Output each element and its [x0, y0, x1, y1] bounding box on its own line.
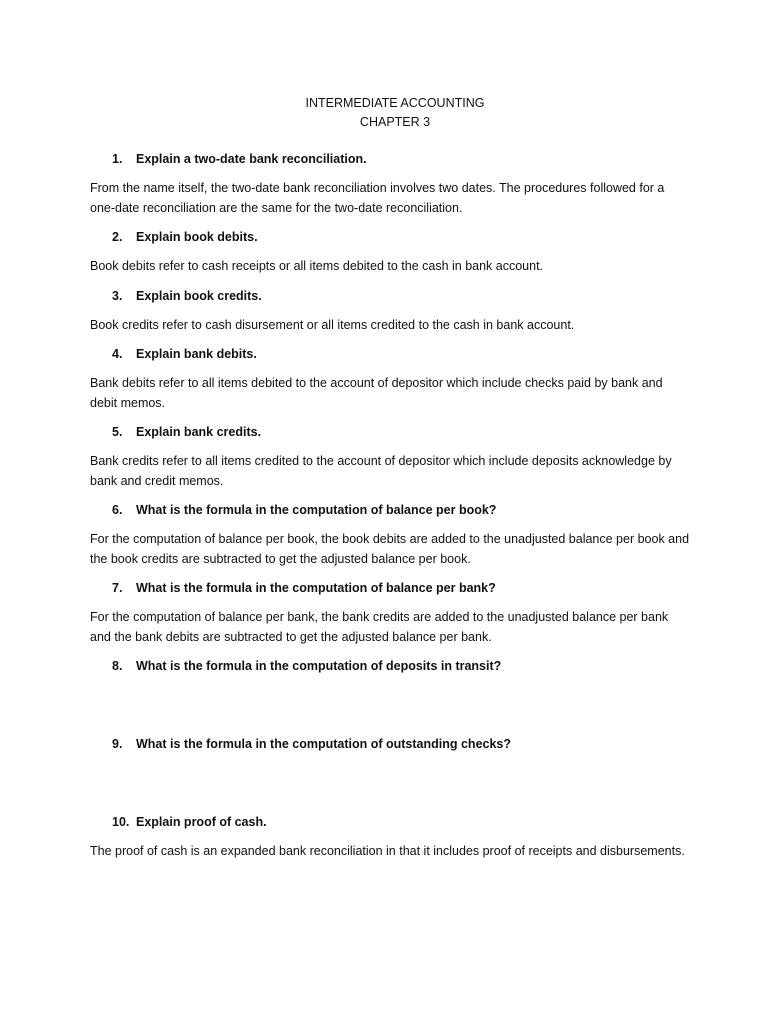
qa-item-6	[90, 501, 690, 569]
qa-item-10	[90, 813, 690, 862]
answer-text: The proof of cash is an expanded bank reconciliation in that it includes proof of receipts and disbursements.	[90, 844, 685, 858]
question-number: 1.	[112, 152, 123, 166]
question-number: 6.	[112, 503, 123, 517]
question-number: 3.	[112, 288, 123, 303]
question-number: 4.	[112, 347, 123, 361]
qa-item-7	[90, 579, 690, 647]
question	[90, 150, 690, 169]
answer-text: From the name itself, the two-date bank reconciliation involves two dates. The procedures followed for a one-date reconciliation are the same for the two-date reconciliation.	[90, 181, 665, 215]
question	[90, 501, 690, 520]
answer-text: For the computation of balance per book, the book debits are added to the unadjusted balance per book and the book credits are subtracted to get the adjusted balance per book.	[90, 532, 690, 566]
question-number: 7.	[112, 581, 123, 595]
question	[90, 228, 690, 247]
title-block	[100, 94, 690, 132]
question-text: What is the formula in the computation of deposits in transit?	[136, 659, 502, 673]
question-text: Explain book debits.	[136, 230, 258, 244]
question	[90, 423, 690, 442]
question	[90, 657, 690, 676]
answer-text	[90, 764, 690, 803]
answer-text: Bank credits refer to all items credited to the account of depositor which include deposits acknowledge by bank and credit memos.	[90, 454, 672, 488]
answer-text: For the computation of balance per bank, the bank credits are added to the unadjusted balance per bank and the bank debits are subtracted to get the adjusted balance per bank.	[90, 610, 669, 644]
question-text: Explain proof of cash.	[136, 815, 267, 829]
question-text: What is the formula in the computation of outstanding checks?	[136, 737, 512, 751]
question-number: 2.	[112, 230, 123, 244]
document-subtitle: CHAPTER 3	[359, 115, 431, 129]
question-number: 5.	[112, 425, 123, 439]
question-number: 9.	[112, 737, 123, 751]
question-text: Explain bank debits.	[136, 347, 257, 361]
question	[90, 579, 690, 598]
question-text: Explain a two-date bank reconciliation.	[136, 152, 367, 166]
question-text: Explain bank credits.	[136, 425, 262, 439]
question-text: Explain book credits.	[136, 288, 262, 303]
answer-text: Book debits refer to cash receipts or all items debited to the cash in bank account.	[90, 259, 544, 273]
document-title: INTERMEDIATE ACCOUNTING	[305, 96, 485, 110]
answer-text: Book credits refer to cash disursement or all items credited to the cash in bank account.	[90, 317, 575, 332]
question	[90, 813, 690, 832]
qa-item-3	[90, 287, 690, 336]
question-text: What is the formula in the computation of balance per book?	[136, 503, 497, 517]
qa-item-5	[90, 423, 690, 491]
answer-text	[90, 686, 690, 725]
question-number: 10.	[112, 815, 130, 829]
document-content	[90, 94, 690, 872]
qa-item-4	[90, 345, 690, 413]
question-text: What is the formula in the computation of balance per bank?	[136, 581, 496, 595]
question	[90, 287, 690, 306]
qa-item-8	[90, 657, 690, 725]
answer-text: Bank debits refer to all items debited to the account of depositor which include checks paid by bank and debit memos.	[90, 376, 663, 410]
question-number: 8.	[112, 659, 123, 673]
qa-item-2	[90, 228, 690, 277]
question	[90, 345, 690, 364]
question	[90, 735, 690, 754]
qa-item-1	[90, 150, 690, 218]
qa-item-9	[90, 735, 690, 803]
